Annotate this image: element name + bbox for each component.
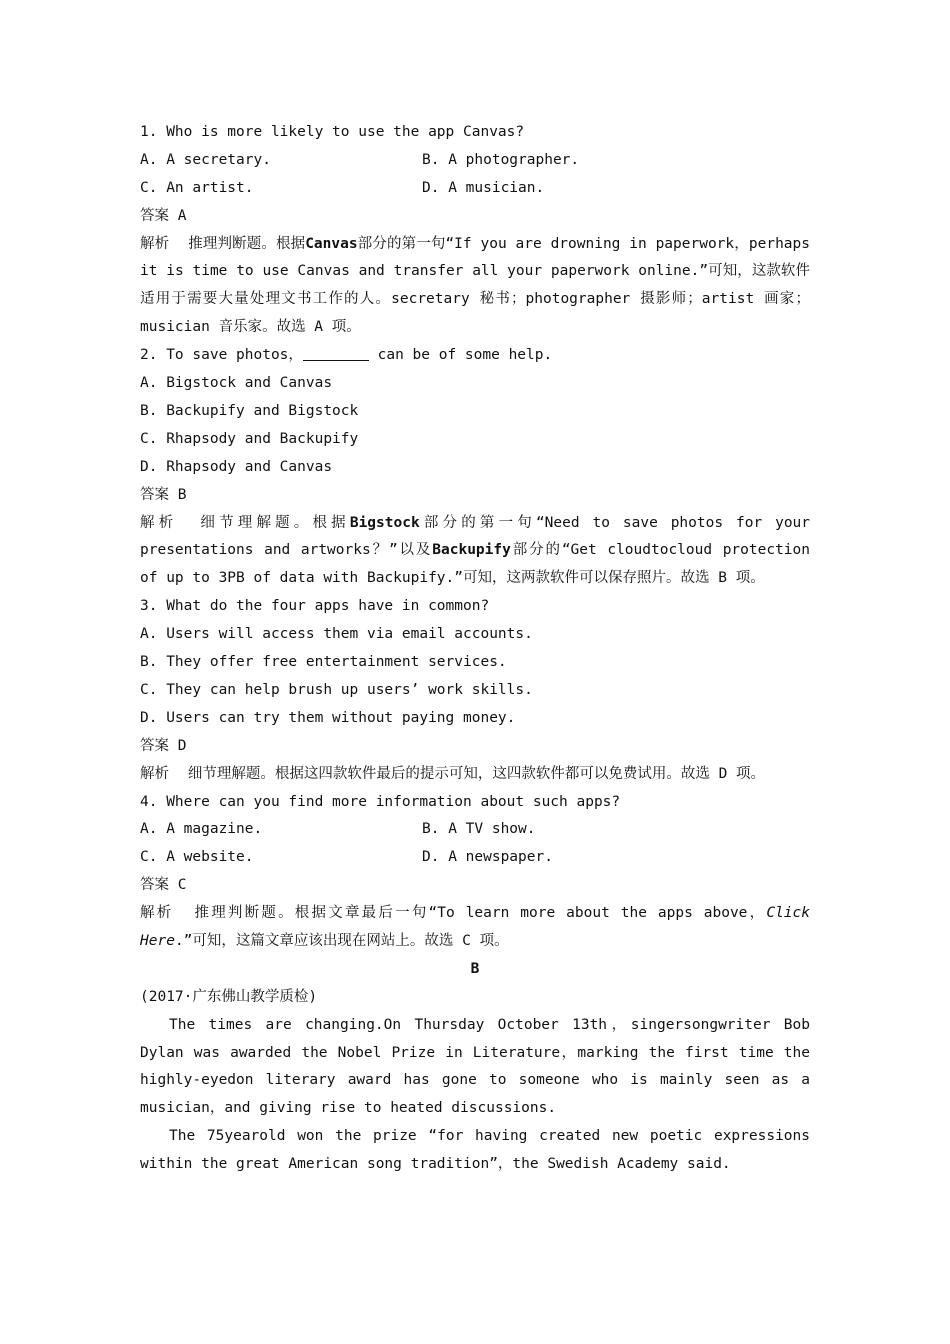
question-2-stem bbox=[140, 342, 810, 370]
explanation-text: 推理判断题。根据 bbox=[188, 235, 306, 252]
explanation-text: 部分的“Get cloudtocloud protection of up to 3PB of data with Backupify.”可知，这两款软件可以保存照片。故选 B 项。 bbox=[140, 542, 810, 587]
question-1-stem: 1. Who is more likely to use the app Canvas? bbox=[140, 124, 525, 140]
option-a: A. Bigstock and Canvas bbox=[140, 375, 333, 392]
explanation-label: 解析 bbox=[140, 905, 174, 922]
answer-blank bbox=[303, 346, 369, 361]
answer-3: 答案 D bbox=[140, 737, 187, 754]
option-b: B. A TV show. bbox=[422, 821, 536, 838]
section-heading: B bbox=[470, 960, 480, 977]
app-name-bigstock: Bigstock bbox=[349, 514, 420, 531]
option-b: B. Backupify and Bigstock bbox=[140, 402, 359, 419]
explanation-3 bbox=[140, 761, 810, 789]
option-d: D. Users can try them without paying money. bbox=[140, 709, 516, 726]
answer-2: 答案 B bbox=[140, 486, 187, 503]
option-a: A. Users will access them via email accounts. bbox=[140, 626, 533, 643]
option-d: D. A newspaper. bbox=[422, 849, 553, 866]
question-1-options-row-2 bbox=[140, 175, 810, 203]
passage-paragraph-2: The 75yearold won the prize “for having created new poetic expressions within the great American song tradition”，the Swedish Academy said. bbox=[140, 1128, 810, 1173]
option-d: D. A musician. bbox=[422, 179, 545, 196]
option-b: B. A photographer. bbox=[422, 151, 580, 168]
explanation-text: .”可知，这篇文章应该出现在网站上。故选 C 项。 bbox=[174, 932, 509, 949]
answer-4: 答案 C bbox=[140, 877, 187, 894]
question-1-options-row-1 bbox=[140, 147, 810, 175]
click-here-text: Click Here bbox=[140, 905, 810, 949]
app-name-canvas: Canvas bbox=[305, 235, 358, 252]
document-page bbox=[140, 119, 810, 1179]
explanation-text: 细节理解题。根据 bbox=[196, 514, 350, 531]
option-b: B. They offer free entertainment services. bbox=[140, 654, 507, 671]
explanation-text: 细节理解题。根据这四款软件最后的提示可知，这四款软件都可以免费试用。故选 D 项。 bbox=[187, 765, 766, 782]
explanation-1 bbox=[140, 231, 810, 343]
explanation-label: 解析 bbox=[140, 514, 178, 531]
passage-paragraph-1: The times are changing.On Thursday October 13th，singersongwriter Bob Dylan was awarded the Nobel Prize in Literature，marking the first time the highly-eyedon literary award has gone to someone who is mainly seen as a musician，and giving rise to heated discussions. bbox=[140, 1016, 810, 1117]
question-3-stem: 3. What do the four apps have in common? bbox=[140, 598, 490, 615]
option-c: C. A website. bbox=[140, 849, 254, 866]
explanation-4 bbox=[140, 900, 810, 956]
passage-source: (2017·广东佛山教学质检) bbox=[140, 988, 318, 1005]
explanation-text: 推理判断题。根据文章最后一句“To learn more about the apps above， bbox=[192, 905, 767, 922]
option-a: A. A magazine. bbox=[140, 821, 263, 838]
option-c: C. They can help brush up users’ work skills. bbox=[140, 681, 533, 698]
question-4-stem: 4. Where can you find more information about such apps? bbox=[140, 793, 621, 810]
answer-1: 答案 A bbox=[140, 207, 187, 224]
option-c: C. Rhapsody and Backupify bbox=[140, 430, 359, 447]
question-4-options-row-1 bbox=[140, 816, 810, 844]
question-2-stem-end: can be of some help. bbox=[368, 347, 553, 364]
explanation-text: 部分的第一句“Need to save photos for your presentations and artworks？”以及 bbox=[140, 514, 811, 559]
explanation-text: 部分的第一句“If you are drowning in paperwork，perhaps it is time to use Canvas and transfer all your paperwork online.”可知，这款软件适用于需要大量处理文书工作的人。secretary 秘书；photographer 摄影师；artist 画家；musician 音乐家。故选 A 项。 bbox=[140, 235, 810, 336]
explanation-2 bbox=[140, 510, 810, 594]
explanation-label: 解析 bbox=[140, 235, 170, 252]
option-c: C. An artist. bbox=[140, 179, 254, 196]
explanation-label: 解析 bbox=[140, 765, 169, 782]
question-2-stem-start: 2. To save photos， bbox=[140, 347, 303, 364]
app-name-backupify: Backupify bbox=[432, 542, 511, 559]
question-4-options-row-2 bbox=[140, 844, 810, 872]
option-d: D. Rhapsody and Canvas bbox=[140, 458, 333, 475]
option-a: A. A secretary. bbox=[140, 151, 271, 168]
